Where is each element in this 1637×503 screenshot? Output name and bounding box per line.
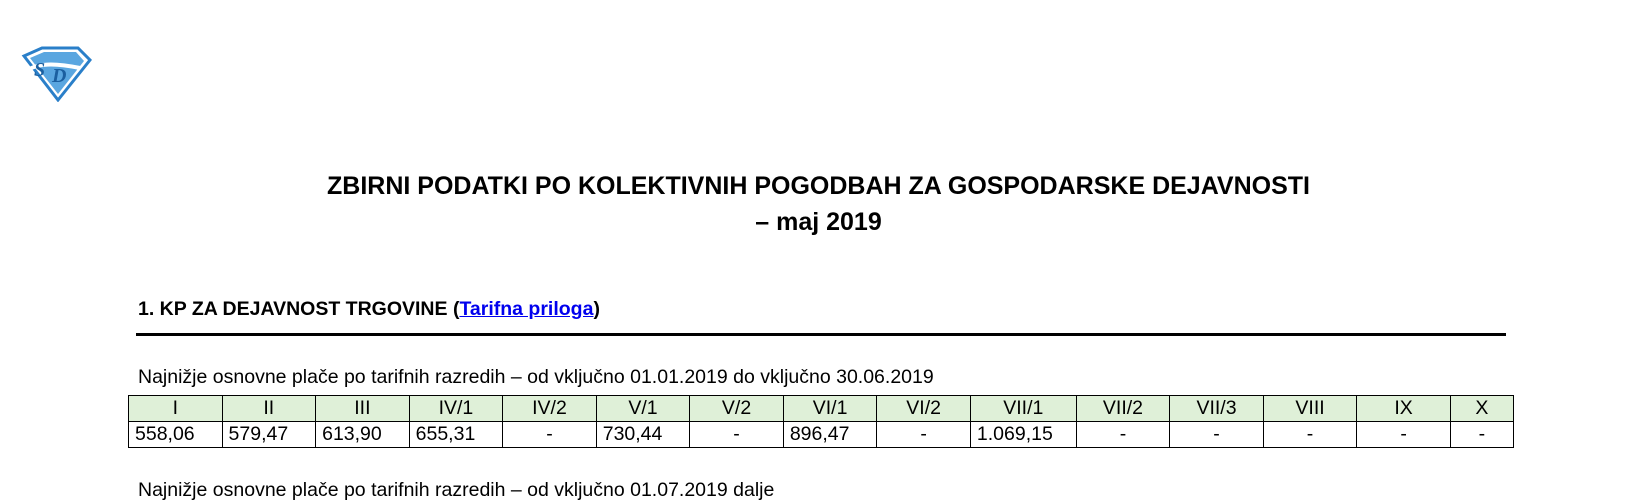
table-header-row [129,396,1514,422]
value-cell: - [1170,422,1264,448]
value-cell: 730,44 [596,422,690,448]
value-cell: - [690,422,784,448]
value-cell: 558,06 [129,422,223,448]
header-cell: IV/1 [409,396,503,422]
value-cell: - [1450,422,1513,448]
value-cell: - [877,422,971,448]
header-cell: VII/2 [1076,396,1170,422]
tarifna-priloga-link[interactable]: Tarifna priloga [459,298,594,320]
header-cell: IX [1357,396,1451,422]
header-cell: IV/2 [503,396,597,422]
header-cell: I [129,396,223,422]
value-cell: 1.069,15 [970,422,1076,448]
header-cell: VIII [1263,396,1357,422]
value-cell: - [503,422,597,448]
header-cell: V/1 [596,396,690,422]
logo-icon [20,46,92,102]
table-row [129,422,1514,448]
header-cell: VII/1 [970,396,1076,422]
document-title [0,168,1637,240]
value-cell: 613,90 [316,422,410,448]
header-cell: V/2 [690,396,784,422]
wage-grades-table [128,395,1514,448]
table-caption: Najnižje osnovne plače po tarifnih razredih – od vključno 01.01.2019 do vključno 30.06.2019 [138,366,934,388]
header-cell: VI/2 [877,396,971,422]
section-heading-suffix: ) [593,298,600,320]
header-cell: III [316,396,410,422]
section-heading-text: 1. KP ZA DEJAVNOST TRGOVINE ( [138,298,460,320]
header-cell: VI/1 [783,396,877,422]
svg-text:S: S [34,59,46,81]
value-cell: - [1076,422,1170,448]
header-cell: VII/3 [1170,396,1264,422]
value-cell: 896,47 [783,422,877,448]
header-cell: II [222,396,316,422]
table-caption-2: Najnižje osnovne plače po tarifnih razredih – od vključno 01.07.2019 dalje [138,479,775,501]
header-cell: X [1450,396,1513,422]
section-divider [136,333,1506,336]
title-line-2: – maj 2019 [755,208,882,236]
value-cell: - [1263,422,1357,448]
title-line-1: ZBIRNI PODATKI PO KOLEKTIVNIH POGODBAH ZA GOSPODARSKE DEJAVNOSTI [327,172,1310,200]
value-cell: - [1357,422,1451,448]
svg-text:D: D [52,65,67,87]
value-cell: 579,47 [222,422,316,448]
section-heading [138,298,600,321]
value-cell: 655,31 [409,422,503,448]
